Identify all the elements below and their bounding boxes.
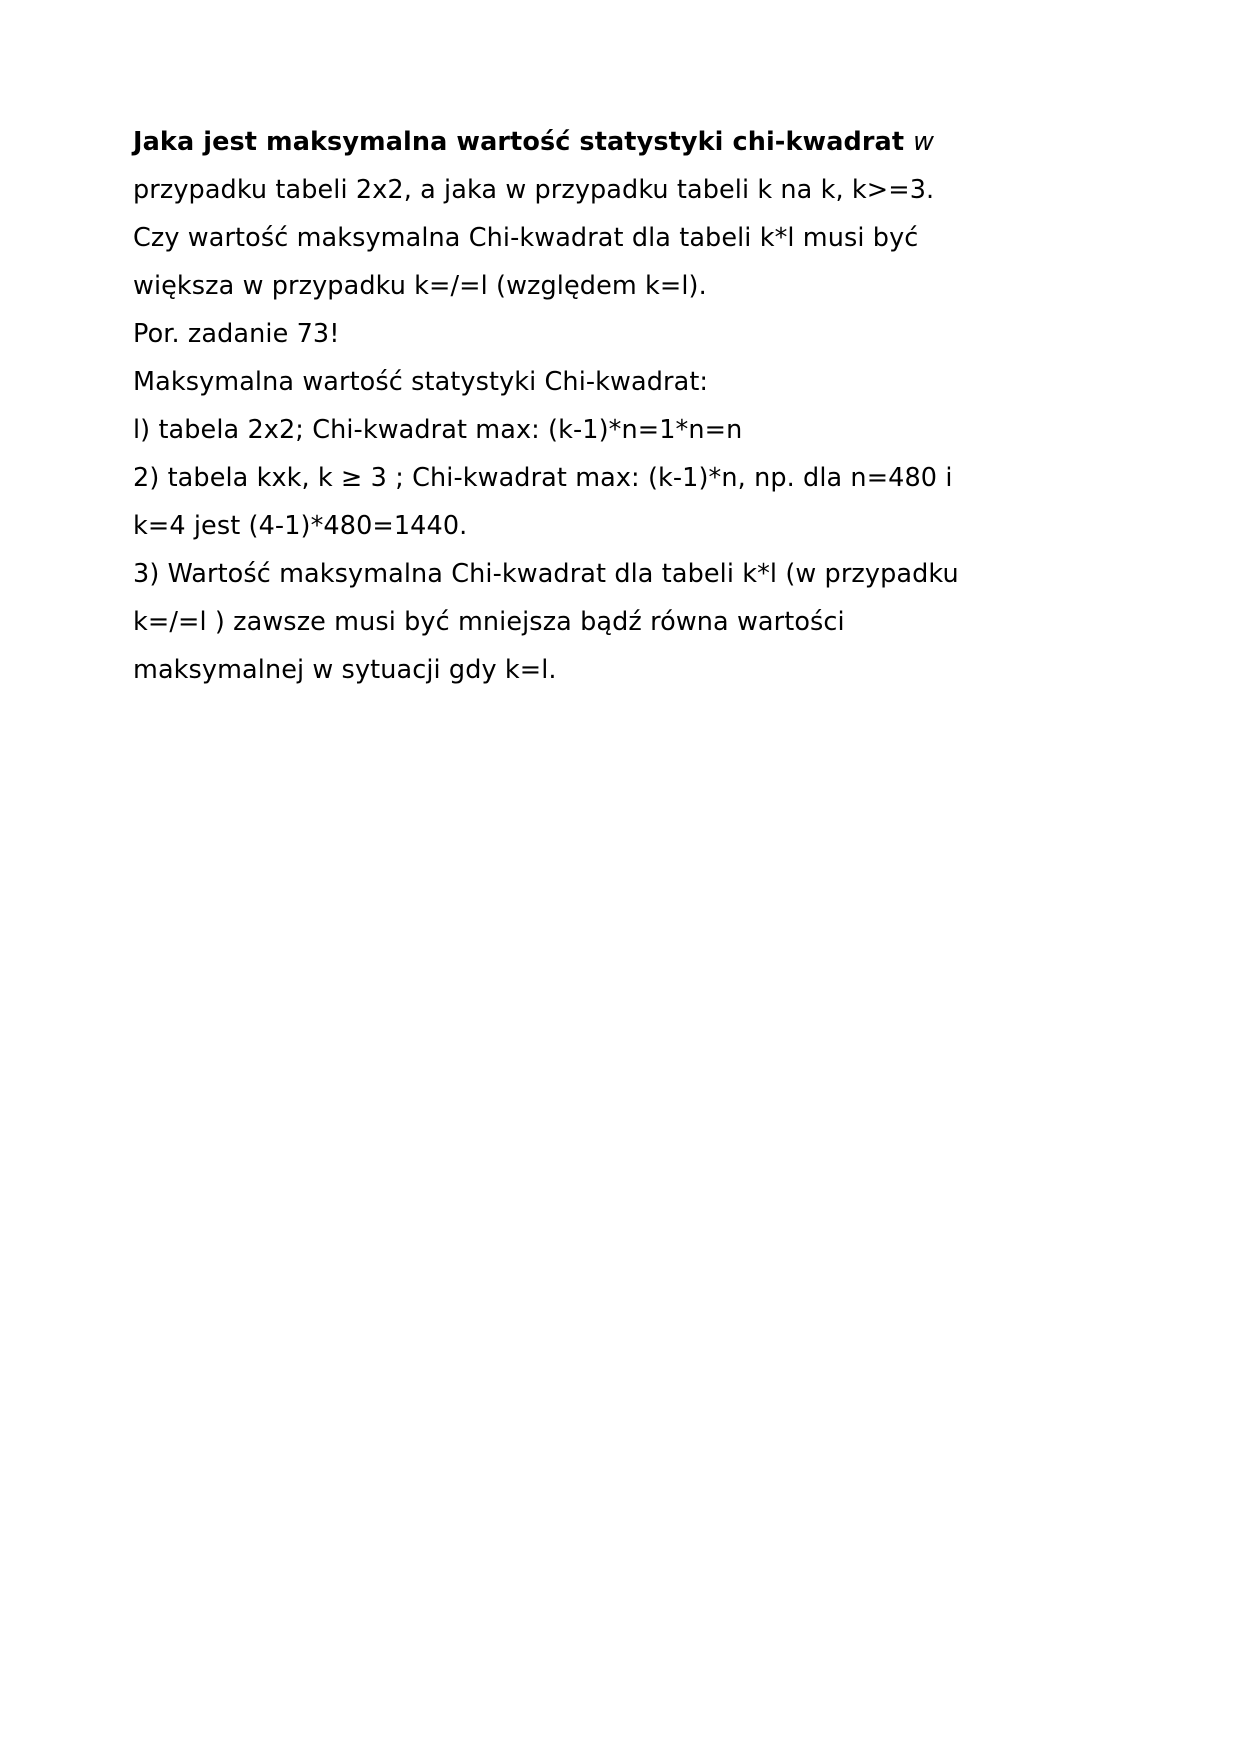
answer-intro: Maksymalna wartość statystyki Chi-kwadrat: [133, 367, 709, 397]
answer-item-2-cont: k=4 jest (4-1)*480=1440. [133, 511, 468, 541]
question-heading [133, 118, 1100, 166]
reference-note: Por. zadanie 73! [133, 319, 340, 349]
paragraph-line: przypadku tabeli 2x2, a jaka w przypadku tabeli k na k, k>=3. [133, 175, 935, 205]
paragraph-line: Czy wartość maksymalna Chi-kwadrat dla tabeli k*l musi być [133, 223, 919, 253]
paragraph-line: większa w przypadku k=/=l (względem k=l). [133, 271, 707, 301]
answer-item-2: 2) tabela kxk, k ≥ 3 ; Chi-kwadrat max: (k-1)*n, np. dla n=480 i [133, 463, 953, 493]
answer-item-3-cont-2: maksymalnej w sytuacji gdy k=l. [133, 655, 557, 685]
answer-item-1: l) tabela 2x2; Chi-kwadrat max: (k-1)*n=1*n=n [133, 415, 743, 445]
answer-item-3: 3) Wartość maksymalna Chi-kwadrat dla tabeli k*l (w przypadku [133, 559, 959, 589]
answer-item-3-cont-1: k=/=l ) zawsze musi być mniejsza bądź równa wartości [133, 607, 845, 637]
document-body [133, 118, 1100, 694]
question-heading-italic: w [913, 127, 935, 157]
question-heading-bold: Jaka jest maksymalna wartość statystyki chi-kwadrat [133, 127, 914, 157]
